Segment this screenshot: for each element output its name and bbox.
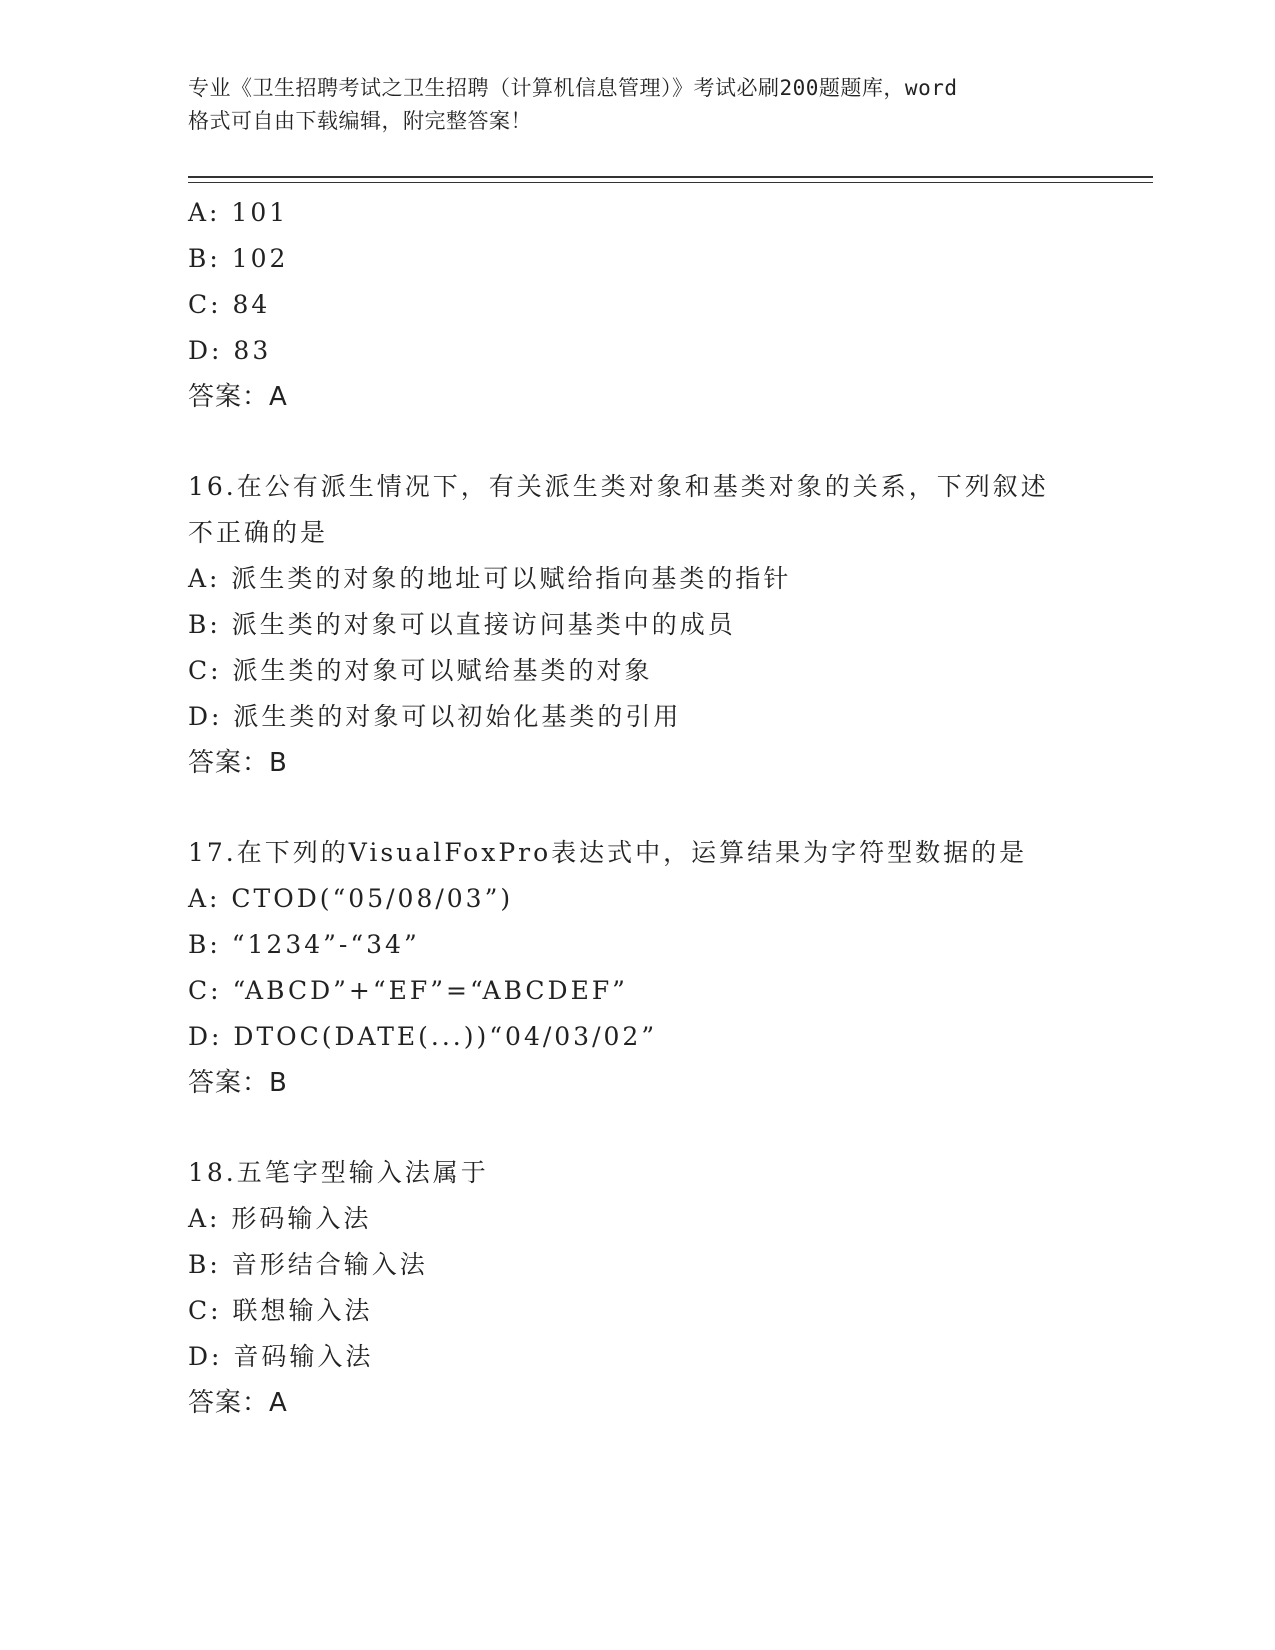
header-line-1: 专业《卫生招聘考试之卫生招聘（计算机信息管理）》考试必刷200题题库，word: [188, 76, 958, 100]
question-15: [188, 190, 1153, 420]
question-title: 17.在下列的VisualFoxPro表达式中，运算结果为字符型数据的是: [188, 838, 1028, 867]
spacer: [188, 786, 1153, 830]
question-17: [188, 830, 1153, 1106]
question-18: [188, 1150, 1153, 1426]
header-line-2: 格式可自由下载编辑，附完整答案！: [188, 109, 532, 133]
spacer: [188, 420, 1153, 464]
question-title-line-1: 16.在公有派生情况下，有关派生类对象和基类对象的关系，下列叙述: [188, 472, 1049, 501]
header-divider-thick: [188, 176, 1153, 178]
option-b: B: 102: [188, 244, 289, 273]
document-header: [188, 72, 1088, 138]
option-d: D: 83: [188, 336, 272, 365]
option-c: C: 派生类的对象可以赋给基类的对象: [188, 656, 653, 685]
option-a: A: 101: [188, 198, 289, 227]
answer: 答案：A: [188, 382, 288, 412]
header-divider-thin: [188, 182, 1153, 183]
option-d: D: 音码输入法: [188, 1342, 374, 1371]
question-16: [188, 464, 1153, 786]
question-list: [188, 190, 1153, 1426]
option-d: D: 派生类的对象可以初始化基类的引用: [188, 702, 682, 731]
spacer: [188, 1106, 1153, 1150]
option-b: B: 派生类的对象可以直接访问基类中的成员: [188, 610, 736, 639]
option-d: D: DTOC(DATE(...))“04/03/02”: [188, 1022, 658, 1051]
option-b: B: 音形结合输入法: [188, 1250, 428, 1279]
option-a: A: CTOD(“05/08/03”): [188, 884, 514, 913]
option-a: A: 派生类的对象的地址可以赋给指向基类的指针: [188, 564, 792, 593]
answer: 答案：A: [188, 1388, 288, 1418]
option-a: A: 形码输入法: [188, 1204, 372, 1233]
option-c: C: “ABCD”+“EF”=“ABCDEF”: [188, 976, 628, 1005]
answer: 答案：B: [188, 1068, 288, 1098]
option-c: C: 联想输入法: [188, 1296, 373, 1325]
question-title-line-2: 不正确的是: [188, 518, 329, 547]
option-b: B: “1234”-“34”: [188, 930, 420, 959]
option-c: C: 84: [188, 290, 271, 319]
question-title: 18.五笔字型输入法属于: [188, 1158, 489, 1187]
answer: 答案：B: [188, 748, 288, 778]
